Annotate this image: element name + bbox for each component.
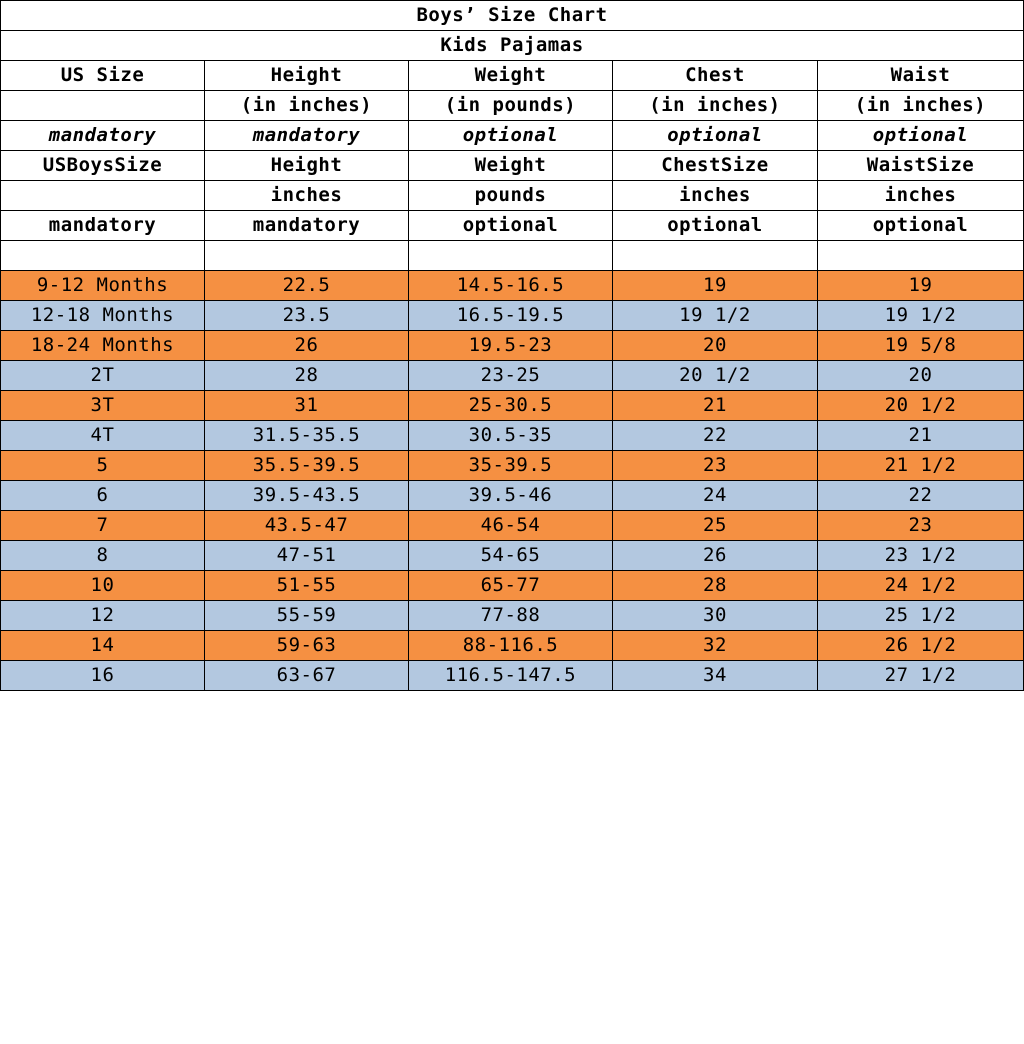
spacer-cell (612, 241, 817, 271)
column-unit-weight: (in pounds) (408, 91, 612, 121)
requirement-italic-height: mandatory (204, 121, 408, 151)
cell-us-size: 7 (1, 511, 205, 541)
table-row (1, 361, 1024, 391)
cell-us-size: 3T (1, 391, 205, 421)
table-row (1, 301, 1024, 331)
cell-us-size: 9-12 Months (1, 271, 205, 301)
requirement-us-size: mandatory (1, 211, 205, 241)
cell-chest: 21 (612, 391, 817, 421)
cell-chest: 22 (612, 421, 817, 451)
cell-height: 51-55 (204, 571, 408, 601)
spacer-cell (204, 241, 408, 271)
column-header-weight: Weight (408, 61, 612, 91)
cell-weight: 77-88 (408, 601, 612, 631)
cell-us-size: 5 (1, 451, 205, 481)
column-header-chest: Chest (612, 61, 817, 91)
cell-chest: 30 (612, 601, 817, 631)
field-name-height: Height (204, 151, 408, 181)
requirement-italic-weight: optional (408, 121, 612, 151)
size-rows-body (1, 271, 1024, 691)
cell-waist: 19 5/8 (817, 331, 1023, 361)
column-header-height: Height (204, 61, 408, 91)
cell-height: 59-63 (204, 631, 408, 661)
spacer-cell (408, 241, 612, 271)
cell-height: 22.5 (204, 271, 408, 301)
cell-height: 35.5-39.5 (204, 451, 408, 481)
cell-weight: 116.5-147.5 (408, 661, 612, 691)
header-row-primary (1, 61, 1024, 91)
cell-weight: 54-65 (408, 541, 612, 571)
spacer-cell (817, 241, 1023, 271)
table-row (1, 511, 1024, 541)
cell-height: 47-51 (204, 541, 408, 571)
requirement-italic-chest: optional (612, 121, 817, 151)
cell-chest: 24 (612, 481, 817, 511)
cell-weight: 25-30.5 (408, 391, 612, 421)
cell-weight: 14.5-16.5 (408, 271, 612, 301)
requirement-italic-us-size: mandatory (1, 121, 205, 151)
cell-height: 39.5-43.5 (204, 481, 408, 511)
cell-height: 31.5-35.5 (204, 421, 408, 451)
cell-waist: 23 (817, 511, 1023, 541)
cell-weight: 35-39.5 (408, 451, 612, 481)
cell-us-size: 8 (1, 541, 205, 571)
cell-waist: 19 (817, 271, 1023, 301)
cell-height: 28 (204, 361, 408, 391)
cell-waist: 25 1/2 (817, 601, 1023, 631)
table-row (1, 331, 1024, 361)
table-row (1, 391, 1024, 421)
cell-us-size: 4T (1, 421, 205, 451)
cell-us-size: 6 (1, 481, 205, 511)
cell-chest: 25 (612, 511, 817, 541)
cell-waist: 20 1/2 (817, 391, 1023, 421)
cell-waist: 21 (817, 421, 1023, 451)
field-name-weight: Weight (408, 151, 612, 181)
column-unit-chest: (in inches) (612, 91, 817, 121)
cell-chest: 32 (612, 631, 817, 661)
table-row (1, 541, 1024, 571)
chart-subtitle: Kids Pajamas (1, 31, 1024, 61)
cell-waist: 20 (817, 361, 1023, 391)
cell-height: 63-67 (204, 661, 408, 691)
spacer-row (1, 241, 1024, 271)
table-row (1, 631, 1024, 661)
cell-waist: 26 1/2 (817, 631, 1023, 661)
cell-waist: 23 1/2 (817, 541, 1023, 571)
cell-waist: 21 1/2 (817, 451, 1023, 481)
cell-us-size: 12-18 Months (1, 301, 205, 331)
table-row (1, 271, 1024, 301)
cell-chest: 34 (612, 661, 817, 691)
cell-waist: 24 1/2 (817, 571, 1023, 601)
cell-weight: 19.5-23 (408, 331, 612, 361)
cell-waist: 27 1/2 (817, 661, 1023, 691)
table-row (1, 661, 1024, 691)
field-unit-weight: pounds (408, 181, 612, 211)
cell-us-size: 18-24 Months (1, 331, 205, 361)
table-row (1, 571, 1024, 601)
column-header-waist: Waist (817, 61, 1023, 91)
requirement-waist: optional (817, 211, 1023, 241)
table-row (1, 451, 1024, 481)
cell-chest: 26 (612, 541, 817, 571)
column-header-us-size: US Size (1, 61, 205, 91)
cell-height: 31 (204, 391, 408, 421)
chart-subtitle-row (1, 31, 1024, 61)
field-unit-waist: inches (817, 181, 1023, 211)
cell-chest: 23 (612, 451, 817, 481)
cell-weight: 30.5-35 (408, 421, 612, 451)
cell-weight: 46-54 (408, 511, 612, 541)
cell-chest: 19 1/2 (612, 301, 817, 331)
header-row-units (1, 91, 1024, 121)
table-row (1, 601, 1024, 631)
spacer-cell (1, 241, 205, 271)
cell-height: 43.5-47 (204, 511, 408, 541)
cell-us-size: 10 (1, 571, 205, 601)
cell-chest: 20 1/2 (612, 361, 817, 391)
cell-weight: 88-116.5 (408, 631, 612, 661)
meta-row-units (1, 181, 1024, 211)
cell-waist: 22 (817, 481, 1023, 511)
requirement-italic-waist: optional (817, 121, 1023, 151)
cell-waist: 19 1/2 (817, 301, 1023, 331)
cell-us-size: 14 (1, 631, 205, 661)
cell-height: 55-59 (204, 601, 408, 631)
cell-chest: 19 (612, 271, 817, 301)
chart-title-row (1, 1, 1024, 31)
table-row (1, 421, 1024, 451)
field-name-us-size: USBoysSize (1, 151, 205, 181)
cell-height: 23.5 (204, 301, 408, 331)
cell-chest: 28 (612, 571, 817, 601)
field-unit-height: inches (204, 181, 408, 211)
table-row (1, 481, 1024, 511)
cell-weight: 65-77 (408, 571, 612, 601)
column-unit-height: (in inches) (204, 91, 408, 121)
field-unit-chest: inches (612, 181, 817, 211)
cell-chest: 20 (612, 331, 817, 361)
meta-row-field-names (1, 151, 1024, 181)
cell-height: 26 (204, 331, 408, 361)
cell-weight: 23-25 (408, 361, 612, 391)
requirement-weight: optional (408, 211, 612, 241)
chart-title: Boys’ Size Chart (1, 1, 1024, 31)
field-name-chest: ChestSize (612, 151, 817, 181)
requirement-height: mandatory (204, 211, 408, 241)
meta-row-requirement-italic (1, 121, 1024, 151)
cell-us-size: 12 (1, 601, 205, 631)
meta-row-requirement-plain (1, 211, 1024, 241)
field-name-waist: WaistSize (817, 151, 1023, 181)
cell-weight: 16.5-19.5 (408, 301, 612, 331)
cell-weight: 39.5-46 (408, 481, 612, 511)
requirement-chest: optional (612, 211, 817, 241)
column-unit-us-size (1, 91, 205, 121)
cell-us-size: 16 (1, 661, 205, 691)
cell-us-size: 2T (1, 361, 205, 391)
column-unit-waist: (in inches) (817, 91, 1023, 121)
field-unit-us-size (1, 181, 205, 211)
